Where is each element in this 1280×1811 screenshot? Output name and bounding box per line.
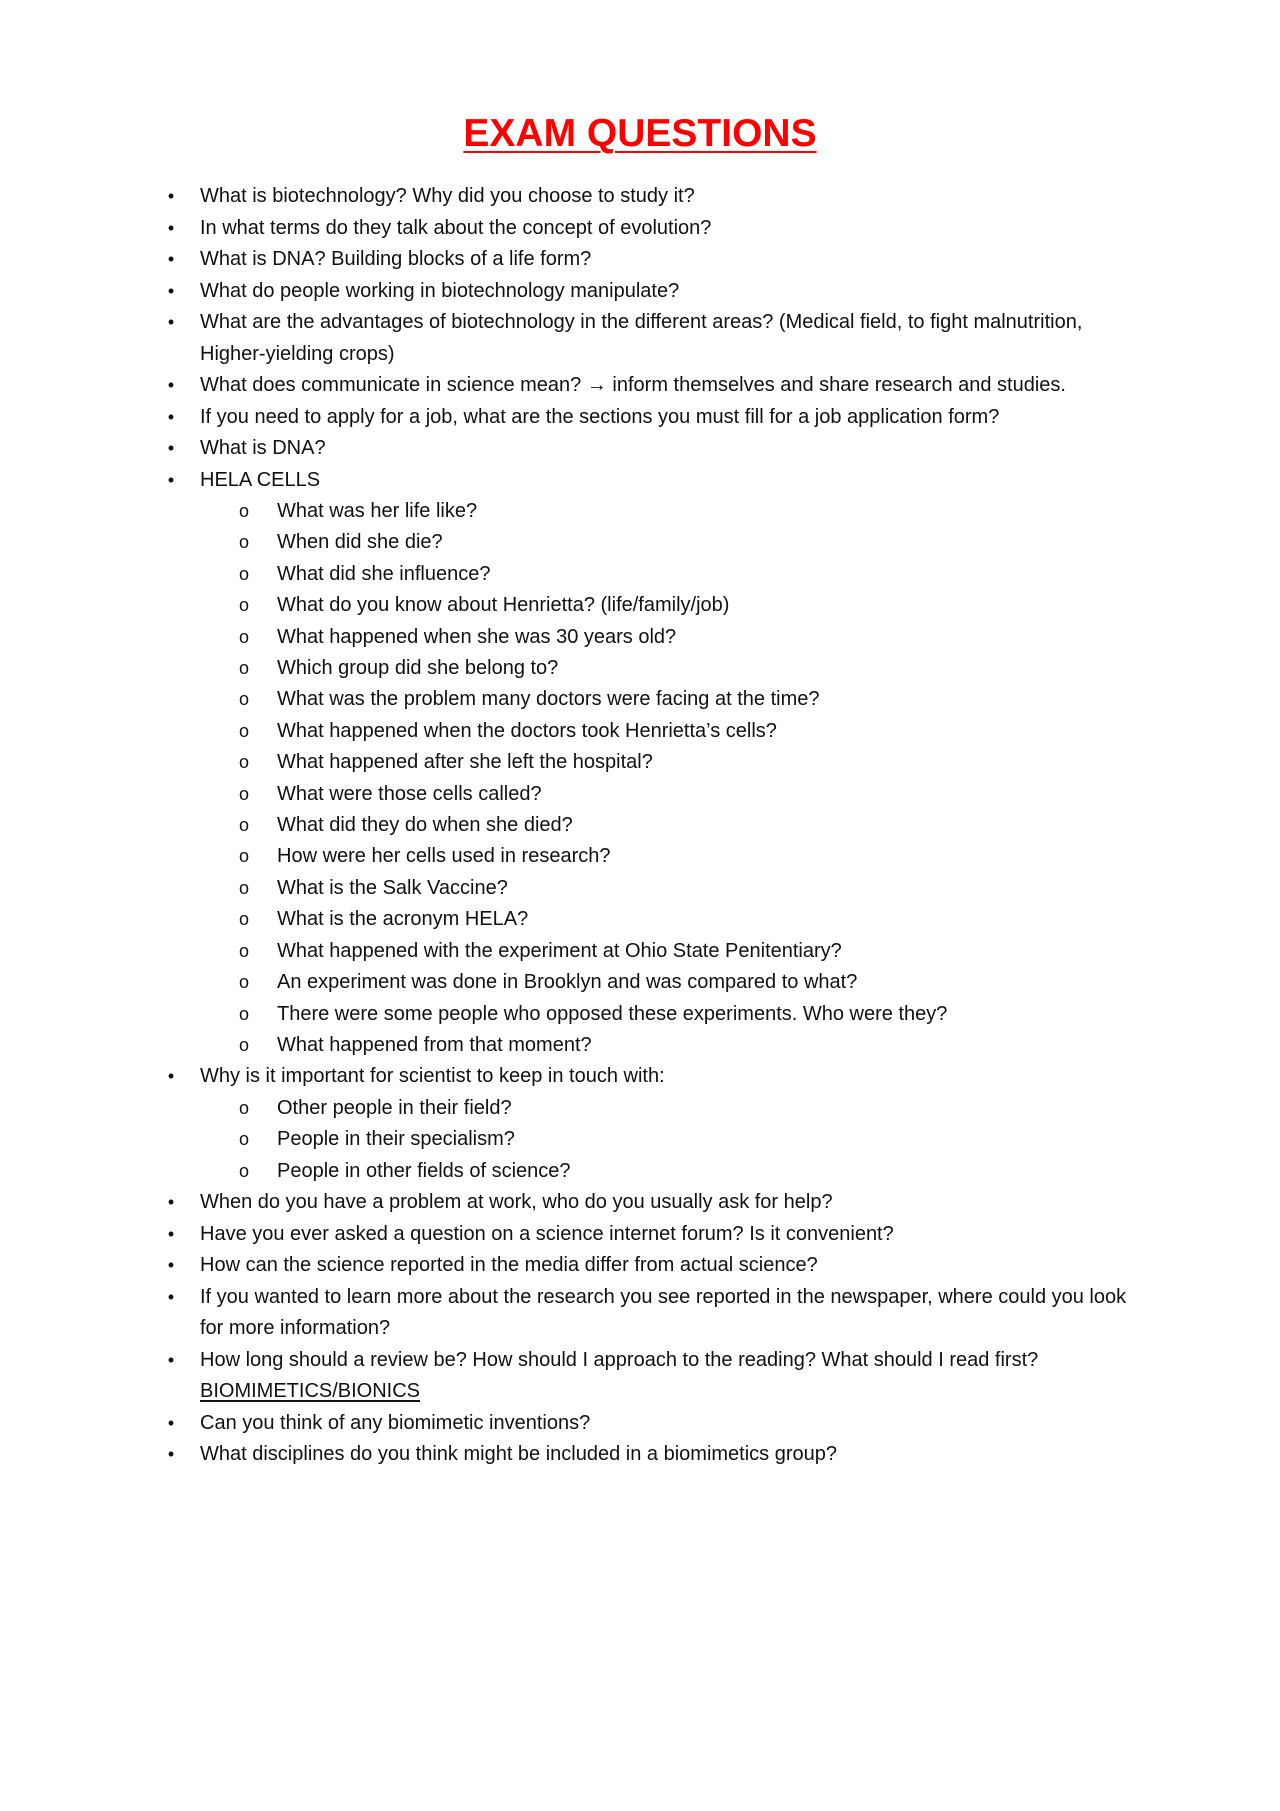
question-text: Why is it important for scientist to keep in touch with:	[200, 1065, 665, 1088]
question-list	[167, 181, 1140, 1471]
question-item	[167, 402, 1140, 434]
circle-bullet-icon: o	[239, 783, 250, 804]
sub-question-item	[239, 841, 1140, 872]
circle-bullet-icon: o	[239, 815, 250, 836]
sub-question-text: What happened after she left the hospital?	[277, 751, 653, 774]
question-text: If you wanted to learn more about the research you see reported in the newspaper, where could you look for more information?	[200, 1285, 1127, 1340]
sub-question-item	[239, 1030, 1140, 1061]
sub-question-text: What is the acronym HELA?	[277, 908, 529, 931]
question-text: How long should a review be? How should I approach to the reading? What should I read first?	[200, 1348, 1039, 1371]
sub-question-item	[239, 873, 1140, 904]
sub-question-item	[239, 747, 1140, 778]
page-title: EXAM QUESTIONS	[463, 112, 817, 155]
sub-question-text: Other people in their field?	[277, 1096, 512, 1119]
question-item	[167, 465, 1140, 1062]
bullet-icon: •	[167, 406, 175, 427]
sub-question-item	[239, 967, 1140, 998]
question-item	[167, 433, 1140, 465]
sub-question-text: What were those cells called?	[277, 782, 542, 805]
circle-bullet-icon: o	[239, 1034, 250, 1055]
sub-question-text: Which group did she belong to?	[277, 657, 559, 680]
bullet-icon: •	[167, 1192, 175, 1213]
sub-question-text: What did they do when she died?	[277, 814, 573, 837]
sub-question-item	[239, 653, 1140, 684]
circle-bullet-icon: o	[239, 1003, 250, 1024]
question-text: If you need to apply for a job, what are the sections you must fill for a job application form?	[200, 405, 1000, 428]
circle-bullet-icon: o	[239, 1129, 250, 1150]
question-text: What are the advantages of biotechnology in the different areas? (Medical field, to fight malnutrition, Higher-yielding crops)	[200, 311, 1083, 365]
question-item	[167, 1345, 1140, 1408]
bullet-icon: •	[167, 375, 175, 395]
sub-question-text: When did she die?	[277, 531, 443, 554]
sub-question-item	[239, 779, 1140, 810]
question-text: What is DNA? Building blocks of a life form?	[200, 248, 592, 270]
circle-bullet-icon: o	[239, 972, 250, 993]
sub-question-text: What happened with the experiment at Ohio State Penitentiary?	[277, 939, 842, 962]
sub-question-item	[239, 559, 1140, 590]
bullet-icon: •	[167, 1066, 175, 1087]
sub-question-text: What was her life like?	[277, 500, 478, 522]
sub-question-list	[200, 1093, 1140, 1187]
question-item	[167, 1187, 1140, 1219]
question-list-container	[167, 181, 1140, 1471]
circle-bullet-icon: o	[239, 909, 250, 930]
bullet-icon: •	[167, 280, 175, 301]
circle-bullet-icon: o	[239, 595, 250, 616]
circle-bullet-icon: o	[239, 720, 250, 741]
sub-question-text: What was the problem many doctors were facing at the time?	[277, 688, 820, 711]
question-item	[167, 1219, 1140, 1251]
circle-bullet-icon: o	[239, 658, 250, 679]
sub-question-item	[239, 1093, 1140, 1124]
sub-question-item	[239, 622, 1140, 653]
sub-question-text: People in their specialism?	[277, 1128, 515, 1151]
bullet-icon: •	[167, 312, 175, 332]
sub-question-item	[239, 684, 1140, 715]
circle-bullet-icon: o	[239, 1097, 250, 1118]
circle-bullet-icon: o	[239, 532, 250, 553]
bullet-icon: •	[167, 1286, 175, 1307]
section-heading: BIOMIMETICS/BIONICS	[200, 1380, 421, 1403]
circle-bullet-icon: o	[239, 689, 250, 710]
sub-question-text: What happened from that moment?	[277, 1033, 592, 1056]
sub-question-text: How were her cells used in research?	[277, 845, 611, 868]
question-item	[167, 307, 1140, 370]
circle-bullet-icon: o	[239, 563, 250, 584]
sub-question-item	[239, 716, 1140, 747]
sub-question-item	[239, 590, 1140, 621]
question-text: What does communicate in science mean? → inform themselves and share research and studies.	[200, 374, 1066, 396]
bullet-icon: •	[167, 249, 175, 269]
question-item	[167, 244, 1140, 276]
question-item	[167, 1408, 1140, 1440]
question-text: In what terms do they talk about the concept of evolution?	[200, 216, 712, 239]
bullet-icon: •	[167, 1255, 175, 1276]
question-item	[167, 1439, 1140, 1471]
question-text: Can you think of any biomimetic inventions?	[200, 1411, 591, 1434]
circle-bullet-icon: o	[239, 752, 250, 773]
sub-question-text: What is the Salk Vaccine?	[277, 876, 508, 899]
question-item	[167, 276, 1140, 308]
sub-question-text: There were some people who opposed these experiments. Who were they?	[277, 1002, 948, 1025]
bullet-icon: •	[167, 1412, 175, 1433]
circle-bullet-icon: o	[239, 877, 250, 898]
sub-question-item	[239, 1124, 1140, 1155]
question-item	[167, 181, 1140, 213]
bullet-icon: •	[167, 186, 175, 206]
circle-bullet-icon: o	[239, 626, 250, 647]
question-text: What do people working in biotechnology manipulate?	[200, 279, 680, 302]
question-item	[167, 1061, 1140, 1187]
circle-bullet-icon: o	[239, 846, 250, 867]
sub-question-list	[200, 496, 1140, 1061]
sub-question-text: People in other fields of science?	[277, 1159, 571, 1182]
question-text: HELA CELLS	[200, 468, 321, 491]
bullet-icon: •	[167, 469, 175, 490]
question-item	[167, 370, 1140, 402]
bullet-icon: •	[167, 1349, 175, 1370]
sub-question-text: What do you know about Henrietta? (life/family/job)	[277, 594, 730, 617]
bullet-icon: •	[167, 438, 175, 458]
sub-question-item	[239, 1156, 1140, 1187]
sub-question-item	[239, 999, 1140, 1030]
question-text: When do you have a problem at work, who do you usually ask for help?	[200, 1191, 833, 1214]
question-text: Have you ever asked a question on a science internet forum? Is it convenient?	[200, 1222, 894, 1245]
question-item	[167, 1250, 1140, 1282]
question-item	[167, 1282, 1140, 1345]
sub-question-item	[239, 527, 1140, 558]
sub-question-item	[239, 904, 1140, 935]
circle-bullet-icon: o	[239, 1160, 250, 1181]
sub-question-item	[239, 496, 1140, 527]
circle-bullet-icon: o	[239, 940, 250, 961]
sub-question-text: What happened when the doctors took Henrietta’s cells?	[277, 719, 777, 742]
sub-question-text: An experiment was done in Brooklyn and was compared to what?	[277, 971, 858, 994]
question-text: What is biotechnology? Why did you choose to study it?	[200, 185, 695, 207]
sub-question-item	[239, 936, 1140, 967]
bullet-icon: •	[167, 1223, 175, 1244]
question-text: What disciplines do you think might be included in a biomimetics group?	[200, 1443, 838, 1466]
question-text: What is DNA?	[200, 437, 326, 459]
sub-question-item	[239, 810, 1140, 841]
bullet-icon: •	[167, 1444, 175, 1465]
question-item	[167, 213, 1140, 245]
sub-question-text: What happened when she was 30 years old?	[277, 625, 677, 648]
circle-bullet-icon: o	[239, 501, 250, 521]
sub-question-text: What did she influence?	[277, 562, 491, 585]
bullet-icon: •	[167, 217, 175, 238]
question-text: How can the science reported in the media differ from actual science?	[200, 1254, 818, 1277]
